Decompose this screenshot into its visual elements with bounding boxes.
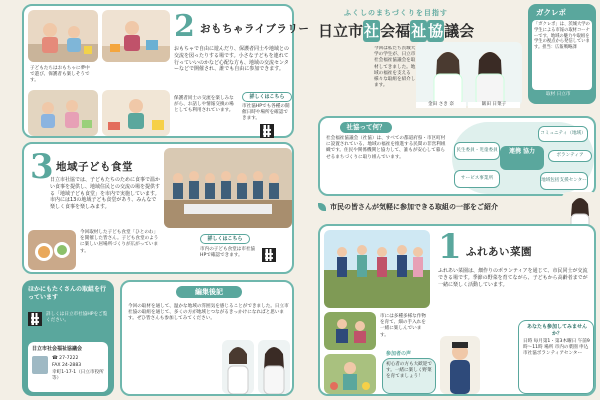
section-3-title: 地域子ども食堂 <box>56 161 133 173</box>
section-3-details-button[interactable]: 詳しくはこちら <box>200 234 250 244</box>
org-node-community: コミュニティ（地域） <box>538 126 588 142</box>
voice-tag: 参加者の声 <box>386 351 412 357</box>
photo-farm-group <box>324 230 430 308</box>
title-char: 立 <box>333 22 349 40</box>
gakurepo-sign: 取材 日立市 <box>546 92 571 97</box>
section-1-title: ふれあい菜園 <box>466 246 532 258</box>
photo-students-pair <box>416 42 522 106</box>
title-char: 協 <box>428 22 444 40</box>
leaf-icon <box>318 203 326 211</box>
title-char: 会 <box>380 22 396 40</box>
editor-note-body: 今回の取材を通して、温かな地域の雰囲気を感じることができました。日立市社協の取組を通じて、多くの方が地域とつながるきっかけになればと思います。ぜひ皆さんも参加してみてください。 <box>128 304 289 322</box>
photo-volunteer <box>440 336 480 394</box>
photo-toy-library-2 <box>102 10 170 62</box>
section-2-number: 2 <box>174 9 195 44</box>
photo-kids-cafeteria-meal <box>28 230 76 270</box>
section-2-details-button[interactable]: 詳しくはこちら <box>242 92 292 102</box>
gakurepo-body: 「ガクレポ」は、茨城大学の学生による市報の取材コーナーです。地域の魅力や取組を学生の視点から発信しています。担当：広報戦略課 <box>532 20 592 90</box>
intro-text: 今回は私たち茨城大学の学生が、日立市社会福祉協議会を取材してきました。地域の福祉を支える様々な取組を紹介します。 <box>374 46 416 89</box>
contact-note: 詳しくは日立市社協HPをご覧ください。 <box>46 312 108 324</box>
section-2-caption-right: 保護者同士の交流を楽しみながら、お話しや情報交換の場としても利用されています。 <box>174 96 234 114</box>
section-2-title: おもちゃライブラリー <box>200 23 310 35</box>
title-char: 社 <box>364 22 380 40</box>
contact-fax: FAX 24-2883 <box>52 363 82 368</box>
voice-bubble <box>382 358 436 394</box>
contact-card <box>28 342 108 392</box>
title-char: 議 <box>444 22 460 40</box>
section-1-caption: 市には多種多様な作物を育て、畑の手入れを一緒に楽しんでいます。 <box>380 314 426 338</box>
contact-box <box>22 280 114 396</box>
section-2-caption-left: 子どもたちはおもちゃに夢中で遊び、保護者も楽しそうです。 <box>30 66 90 84</box>
shakyo-body: 社会福祉協議会（社協）は、すべての都道府県・市区町村に設置されている、地域の福祉を推進する民間の非営利組織です。住民や関係機関と協力して、誰もが安心して暮らせるまちづくりに取り組んでいます。 <box>326 136 446 160</box>
right-page-banner: ふくしのまちづくりを目指す <box>344 9 448 17</box>
contact-address: 幸町1-17-1（日立市役所等） <box>52 370 104 382</box>
join-body: 日時 毎月第1・第3木曜日 午前9時〜11時 場所 市内の菜園 申込 市社協ボランティアセンター <box>523 339 590 357</box>
gakurepo-title: ガクレポ <box>536 8 566 17</box>
photo-toy-library-1 <box>28 10 98 62</box>
org-node-service: サービス事業所 <box>454 170 500 188</box>
section-1-panel <box>318 224 596 396</box>
section-3-number: 3 <box>30 147 54 187</box>
shakyo-panel <box>318 116 596 196</box>
student-name-2: 飯田 日菜子 <box>468 102 520 108</box>
editor-note-title: 編集後記 <box>176 286 242 298</box>
section-2-panel <box>22 4 310 138</box>
section-2-button-note: 市社協HPでも各種の開催日時や場所を確認できます。 <box>242 104 290 122</box>
gakurepo-box <box>528 4 596 104</box>
title-char: 市 <box>348 22 364 40</box>
headline-bar <box>318 200 550 214</box>
contact-tel[interactable]: ☎ 27-7222 <box>52 356 79 361</box>
contact-org: 日立市社会福祉協議会 <box>32 346 83 352</box>
title-char: 福 <box>395 22 411 40</box>
section-3-body: 日立市社協では、子どもたちのために食事で温かい食事を提供し、地域住民との交流の場を提供する「地域子ども食堂」を市内で実施しています。市内には13の地域子ども食堂があり、みんなで楽しく食事を楽しみます。 <box>50 177 161 211</box>
qr-code-icon[interactable] <box>28 312 42 326</box>
org-node-welfare-officers: 民生委員・児童委員 <box>454 142 500 160</box>
qr-code-icon[interactable] <box>262 248 276 262</box>
section-1-number: 1 <box>438 227 462 267</box>
photo-student-1 <box>222 340 254 394</box>
editor-note-panel <box>120 280 294 396</box>
section-3-panel <box>22 142 294 274</box>
join-box <box>518 320 594 394</box>
org-diagram <box>452 122 594 194</box>
photo-toy-library-3 <box>28 90 98 136</box>
shakyo-title: 社協って何？ <box>340 122 392 133</box>
section-2-body: おもちゃで自由に遊んだり、保護者同士や地域との交流を図ったりする場です。小さな子どもを連れて行っていいのかなど心配な方も、地域の交流センターなどで開催され、誰でも自由に参加できます。 <box>174 46 290 73</box>
qr-code-icon[interactable] <box>260 124 274 138</box>
photo-farm-harvest <box>324 354 376 394</box>
student-name-1: 金田 さき 奈 <box>416 102 466 108</box>
voice-bubble-text: 初心者の方も大歓迎です。一緒に楽しく野菜を育てましょう！ <box>386 362 432 380</box>
join-title: あなたも参加してみませんか？ <box>526 324 587 337</box>
org-node-volunteer: ボランティア <box>548 150 592 162</box>
section-1-body: ふれあい菜園は、畑作りのボランティアを通じて、市民同士が交流できる場です。季節の野菜を育てながら、子どもから高齢者までが一緒に楽しく活動しています。 <box>438 268 588 288</box>
contact-title: ほかにもたくさんの取組を行っています <box>28 286 107 301</box>
photo-farm-work <box>324 312 376 350</box>
photo-student-2 <box>258 340 290 394</box>
title-char: 祉 <box>411 22 427 40</box>
title-char: 会 <box>459 22 475 40</box>
section-3-caption: 今回取材した子ども食堂「ひとのわ」を開催した皆さん。子ども食堂のように楽しい居場所づくりが広がっています。 <box>80 230 159 254</box>
title-char: 日 <box>318 22 334 40</box>
org-node-support-center: 地域包括支援センター <box>540 172 588 190</box>
photo-toy-library-4 <box>102 90 170 136</box>
building-icon <box>32 356 48 374</box>
photo-kids-cafeteria-group <box>164 148 292 228</box>
headline-text: 市民の皆さんが気軽に参加できる取組の一部をご紹介 <box>330 203 498 211</box>
right-page-title <box>318 20 474 42</box>
org-center: 連携 協力 <box>500 146 544 170</box>
section-3-button-note: 市内の子ども食堂は市社協HPで確認できます。 <box>200 247 256 259</box>
